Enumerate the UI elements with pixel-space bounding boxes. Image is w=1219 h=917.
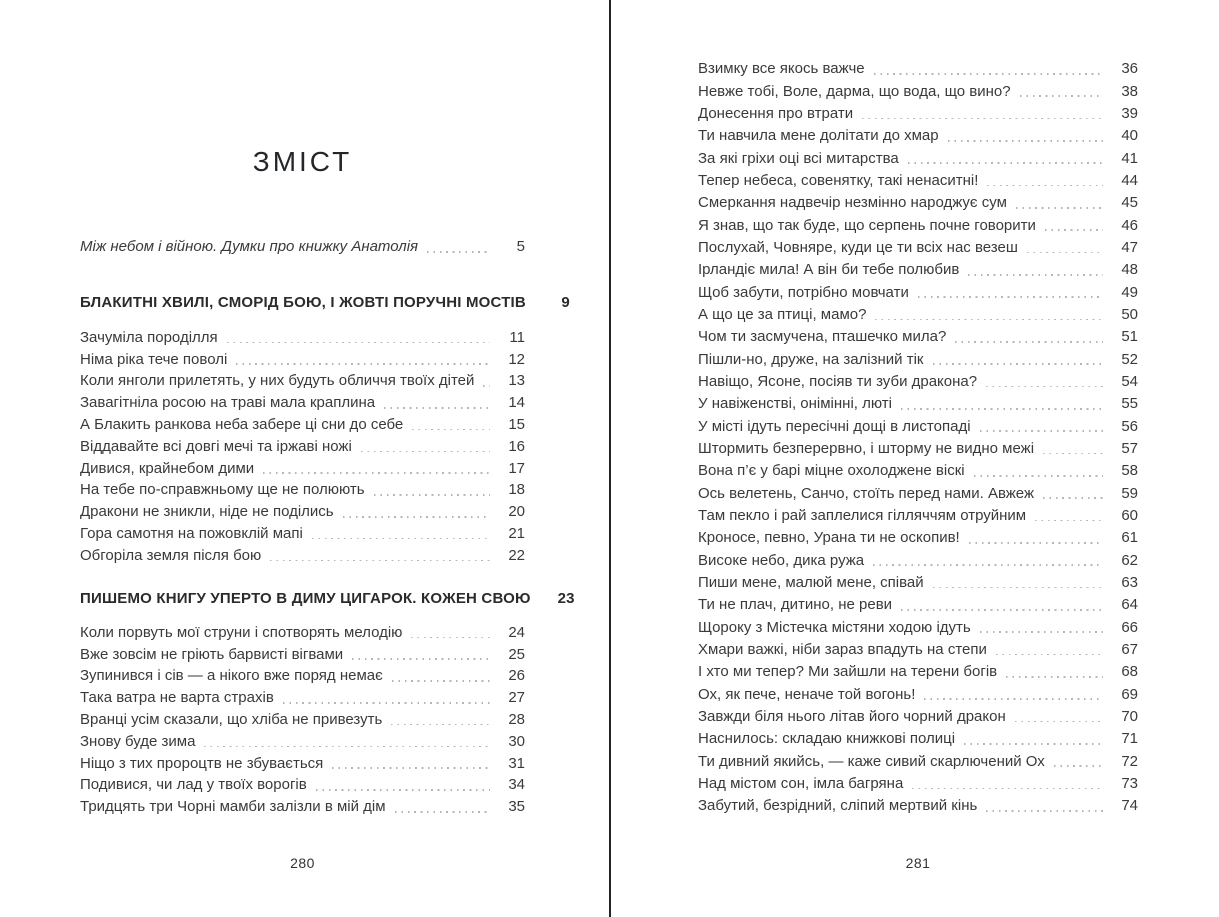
toc-entry-page: 13 (508, 372, 525, 390)
dot-leader (1027, 252, 1103, 254)
toc-entry-page: 56 (1121, 417, 1138, 435)
toc-preface-page: 5 (516, 238, 525, 255)
toc-entry-page: 71 (1121, 730, 1138, 748)
toc-entry-page: 72 (1121, 752, 1138, 770)
dot-leader (996, 654, 1103, 656)
toc-entry-row (698, 190, 1138, 212)
toc-preface-row (80, 234, 525, 256)
dot-leader (974, 475, 1103, 477)
toc-entry-row (80, 347, 525, 369)
dot-leader (901, 408, 1103, 410)
dot-leader (912, 788, 1103, 790)
toc-entry-page: 74 (1121, 797, 1138, 815)
toc-entry-title: Коли порвуть мої струни і спотворять мелодію (80, 623, 403, 641)
toc-entry-title: Навіщо, Ясоне, посіяв ти зуби дракона? (698, 372, 978, 390)
toc-entry-page: 58 (1121, 462, 1138, 480)
book-page-right (698, 0, 1138, 917)
toc-entry-page: 50 (1121, 305, 1138, 323)
dot-leader (955, 341, 1103, 343)
toc-entry-row (698, 793, 1138, 815)
toc-entry-title: Завагітніла росою на траві мала краплина (80, 394, 376, 412)
toc-entry-page: 70 (1121, 707, 1138, 725)
dot-leader (968, 274, 1103, 276)
toc-entry-title: Взимку все якось важче (698, 60, 865, 78)
toc-entry-row (80, 620, 525, 642)
dot-leader (316, 789, 490, 791)
toc-entry-title: Я знав, що так буде, що серпень почне говорити (698, 216, 1036, 234)
dot-leader (933, 587, 1103, 589)
toc-entry-page: 49 (1121, 283, 1138, 301)
toc-entry-title: І хто ми тепер? Ми зайшли на терени богів (698, 663, 998, 681)
toc-entry-row (698, 101, 1138, 123)
dot-leader (270, 560, 490, 562)
toc-entry-row (80, 642, 525, 664)
toc-entry-page: 73 (1121, 774, 1138, 792)
toc-entry-title: Ох, як пече, неначе той вогонь! (698, 685, 916, 703)
toc-entry-page: 61 (1121, 529, 1138, 547)
toc-entry-row (80, 751, 525, 773)
toc-entry-page: 38 (1121, 82, 1138, 100)
dot-leader (392, 680, 490, 682)
toc-entry-row (698, 681, 1138, 703)
toc-entry-title: Дивися, крайнебом дими (80, 459, 255, 477)
toc-entry-page: 57 (1121, 439, 1138, 457)
toc-entry-page: 35 (508, 798, 525, 816)
toc-section-heading-page: 9 (561, 294, 570, 311)
toc-entry-page: 30 (508, 732, 525, 750)
toc-entry-title: Обгоріла земля після бою (80, 546, 262, 564)
toc-entry-title: Високе небо, дика ружа (698, 551, 865, 569)
toc-entry-title: Штормить безперервно, і шторму не видно межі (698, 439, 1035, 457)
toc-entry-title: Ось велетень, Санчо, стоїть перед нами. Авжеж (698, 484, 1034, 502)
dot-leader (236, 363, 490, 365)
dot-leader (343, 516, 490, 518)
dot-leader (1054, 765, 1103, 767)
toc-entry-title: Щороку з Містечка містяни ходою ідуть (698, 618, 971, 636)
toc-entry-row (698, 570, 1138, 592)
toc-entry-row (698, 78, 1138, 100)
toc-entry-row (698, 257, 1138, 279)
dot-leader (384, 407, 490, 409)
toc-entry-title: Вже зовсім не гріють барвисті вігвами (80, 645, 344, 663)
toc-entry-title: Вона п’є у барі міцне охолоджене віскі (698, 462, 965, 480)
toc-entry-title: Німа ріка тече поволі (80, 350, 228, 368)
toc-entry-row (80, 543, 525, 565)
toc-entry-row (80, 412, 525, 434)
toc-entry-row (80, 773, 525, 795)
toc-entry-row (698, 369, 1138, 391)
toc-entry-title: Подивися, чи лад у твоїх ворогів (80, 776, 307, 794)
toc-entry-row (80, 729, 525, 751)
toc-entry-row (698, 436, 1138, 458)
toc-entry-page: 31 (508, 754, 525, 772)
toc-entry-title: Там пекло і рай заплелися гілляччям отруйним (698, 506, 1027, 524)
toc-preface-title: Між небом і війною. Думки про книжку Анатолія (80, 238, 419, 255)
toc-entry-row (698, 168, 1138, 190)
toc-entry-title: Ти не плач, дитино, не реви (698, 596, 893, 614)
toc-entry-row (80, 794, 525, 816)
dot-leader (411, 637, 490, 639)
book-page-left (80, 0, 575, 917)
dot-leader (980, 631, 1103, 633)
dot-leader (918, 296, 1103, 298)
dot-leader (1016, 207, 1103, 209)
toc-entry-title: Чом ти засмучена, пташечко мила? (698, 328, 947, 346)
toc-entry-title: Ірландіє мила! А він би тебе полюбив (698, 261, 960, 279)
toc-entry-list-2 (80, 620, 525, 816)
toc-entry-title: Над містом сон, імла багряна (698, 774, 904, 792)
toc-entry-row (698, 525, 1138, 547)
toc-entry-title: Така ватра не варта страхів (80, 689, 274, 707)
dot-leader (1043, 497, 1103, 499)
toc-entry-page: 54 (1121, 372, 1138, 390)
toc-entry-title: Невже тобі, Воле, дарма, що вода, що вино? (698, 82, 1011, 100)
toc-entry-page: 15 (508, 415, 525, 433)
toc-entry-row (80, 325, 525, 347)
toc-entry-page: 46 (1121, 216, 1138, 234)
toc-entry-title: Зачуміла породілля (80, 328, 218, 346)
toc-entry-row (80, 707, 525, 729)
dot-leader (1035, 520, 1103, 522)
toc-entry-row (698, 302, 1138, 324)
dot-leader (862, 118, 1103, 120)
toc-entry-page: 69 (1121, 685, 1138, 703)
toc-entry-page: 41 (1121, 149, 1138, 167)
dot-leader (1020, 95, 1103, 97)
toc-section-heading-title: БЛАКИТНІ ХВИЛІ, СМОРІД БОЮ, І ЖОВТІ ПОРУЧНІ МОСТІВ (80, 294, 526, 311)
dot-leader (964, 743, 1103, 745)
toc-entry-row (80, 369, 525, 391)
toc-entry-row (80, 685, 525, 707)
toc-entry-row (698, 748, 1138, 770)
toc-entry-page: 24 (508, 623, 525, 641)
toc-entry-row (698, 614, 1138, 636)
toc-entry-page: 20 (508, 503, 525, 521)
toc-entry-title: Завжди біля нього літав його чорний дракон (698, 707, 1006, 725)
toc-entry-row (698, 56, 1138, 78)
toc-entry-page: 39 (1121, 104, 1138, 122)
toc-entry-page: 21 (508, 524, 525, 542)
dot-leader (204, 746, 490, 748)
toc-entry-title: Донесення про втрати (698, 104, 854, 122)
toc-entry-row (80, 499, 525, 521)
toc-entry-title: Знову буде зима (80, 732, 196, 750)
toc-entry-row (698, 212, 1138, 234)
toc-entry-row (698, 547, 1138, 569)
toc-entry-page: 40 (1121, 127, 1138, 145)
toc-entry-row (80, 521, 525, 543)
dot-leader (227, 342, 490, 344)
toc-entry-title: Пішли-но, друже, на залізний тік (698, 350, 924, 368)
dot-leader (374, 494, 490, 496)
toc-entry-row (698, 324, 1138, 346)
dot-leader (1043, 453, 1103, 455)
toc-entry-page: 47 (1121, 238, 1138, 256)
toc-entry-title: У навіженстві, онімінні, люті (698, 395, 893, 413)
toc-entry-title: Віддавайте всі довгі мечі та іржаві ножі (80, 437, 352, 455)
toc-entry-page: 66 (1121, 618, 1138, 636)
toc-entry-title: Смеркання надвечір незмінно народжує сум (698, 194, 1007, 212)
toc-entry-title: Кроносе, певно, Урана ти не оскопив! (698, 529, 960, 547)
dot-leader (1045, 229, 1103, 231)
toc-entry-page: 28 (508, 710, 525, 728)
toc-entry-page: 51 (1121, 328, 1138, 346)
dot-leader (412, 429, 490, 431)
toc-entry-title: На тебе по-справжньому ще не полюють (80, 481, 365, 499)
toc-entry-title: А що це за птиці, мамо? (698, 305, 867, 323)
toc-section-heading-title: ПИШЕМО КНИГУ УПЕРТО В ДИМУ ЦИГАРОК. КОЖЕН СВОЮ (80, 590, 531, 607)
toc-entry-row (80, 664, 525, 686)
toc-entry-page: 44 (1121, 171, 1138, 189)
toc-entry-row (698, 235, 1138, 257)
toc-entry-page: 63 (1121, 573, 1138, 591)
toc-entry-row (698, 771, 1138, 793)
dot-leader (427, 251, 490, 253)
toc-entry-row (698, 458, 1138, 480)
toc-entry-page: 14 (508, 394, 525, 412)
dot-leader (948, 140, 1103, 142)
toc-entry-row (698, 346, 1138, 368)
dot-leader (1015, 721, 1103, 723)
toc-entry-page: 60 (1121, 506, 1138, 524)
toc-entry-page: 27 (508, 689, 525, 707)
dot-leader (980, 430, 1103, 432)
dot-leader (283, 702, 490, 704)
toc-entry-list-3 (698, 56, 1138, 815)
toc-entry-page: 18 (508, 481, 525, 499)
dot-leader (263, 472, 490, 474)
toc-entry-title: За які гріхи оці всі митарства (698, 149, 899, 167)
toc-entry-title: Пиши мене, малюй мене, співай (698, 573, 924, 591)
toc-title: ЗМІСТ (252, 146, 353, 177)
toc-entry-page: 55 (1121, 395, 1138, 413)
dot-leader (933, 363, 1104, 365)
toc-section-heading-2 (80, 586, 575, 608)
toc-entry-title: Забутий, безрідний, сліпий мертвий кінь (698, 797, 978, 815)
toc-entry-page: 52 (1121, 350, 1138, 368)
toc-entry-row (698, 592, 1138, 614)
dot-leader (874, 73, 1103, 75)
dot-leader (969, 542, 1103, 544)
dot-leader (391, 724, 490, 726)
toc-entry-list-1 (80, 325, 525, 565)
toc-entry-page: 68 (1121, 663, 1138, 681)
dot-leader (901, 609, 1103, 611)
toc-entry-title: Ніщо з тих пророцтв не збувається (80, 754, 324, 772)
dot-leader (352, 658, 490, 660)
dot-leader (873, 564, 1103, 566)
dot-leader (908, 162, 1103, 164)
toc-entry-title: Вранці усім сказали, що хліба не привезуть (80, 710, 383, 728)
toc-entry-page: 17 (508, 459, 525, 477)
toc-entry-title: Гора самотня на пожовклій мапі (80, 524, 303, 542)
toc-entry-title: Послухай, Човняре, куди це ти всіх нас везеш (698, 238, 1018, 256)
toc-entry-page: 26 (508, 667, 525, 685)
toc-entry-row (80, 456, 525, 478)
dot-leader (875, 319, 1103, 321)
toc-entry-title: Тридцять три Чорні мамби залізли в мій дім (80, 798, 386, 816)
dot-leader (361, 451, 490, 453)
toc-entry-row (80, 390, 525, 412)
toc-entry-row (698, 123, 1138, 145)
toc-entry-title: Коли янголи прилетять, у них будуть обличчя твоїх дітей (80, 372, 475, 390)
toc-entry-row (80, 478, 525, 500)
toc-entry-title: Ти навчила мене долітати до хмар (698, 127, 939, 145)
toc-entry-page: 59 (1121, 484, 1138, 502)
toc-entry-row (698, 659, 1138, 681)
toc-entry-page: 67 (1121, 640, 1138, 658)
toc-entry-title: Щоб забути, потрібно мовчати (698, 283, 909, 301)
dot-leader (986, 810, 1103, 812)
toc-entry-title: Тепер небеса, совенятку, такі ненаситні! (698, 171, 979, 189)
toc-entry-page: 11 (509, 328, 525, 346)
toc-entry-page: 36 (1121, 60, 1138, 78)
toc-entry-title: Дракони не зникли, ніде не поділись (80, 503, 334, 521)
toc-entry-page: 34 (508, 776, 525, 794)
dot-leader (1006, 676, 1103, 678)
toc-entry-page: 45 (1121, 194, 1138, 212)
toc-entry-title: Ти дивний якийсь, — каже сивий скарлючений Ох (698, 752, 1045, 770)
toc-entry-page: 25 (508, 645, 525, 663)
toc-entry-row (698, 704, 1138, 726)
toc-section-heading-1 (80, 290, 570, 312)
dot-leader (924, 698, 1103, 700)
toc-entry-row (698, 413, 1138, 435)
toc-entry-page: 62 (1121, 551, 1138, 569)
toc-entry-row (698, 145, 1138, 167)
dot-leader (483, 385, 490, 387)
dot-leader (395, 811, 490, 813)
toc-entry-row (80, 434, 525, 456)
dot-leader (312, 538, 490, 540)
toc-entry-row (698, 637, 1138, 659)
toc-section-heading-page: 23 (557, 590, 575, 607)
toc-entry-row (698, 391, 1138, 413)
toc-entry-page: 48 (1121, 261, 1138, 279)
toc-entry-title: Хмари важкі, ніби зараз впадуть на степи (698, 640, 987, 658)
toc-entry-row (698, 480, 1138, 502)
dot-leader (332, 767, 490, 769)
dot-leader (987, 185, 1103, 187)
toc-entry-row (698, 726, 1138, 748)
folio-left: 280 (290, 855, 315, 871)
toc-entry-page: 16 (508, 437, 525, 455)
toc-entry-row (698, 503, 1138, 525)
toc-entry-page: 12 (508, 350, 525, 368)
toc-entry-row (698, 279, 1138, 301)
toc-entry-page: 64 (1121, 596, 1138, 614)
page-gutter-divider (609, 0, 611, 917)
toc-entry-page: 22 (508, 546, 525, 564)
folio-right: 281 (905, 855, 931, 871)
toc-entry-title: А Блакить ранкова неба забере ці сни до себе (80, 415, 404, 433)
toc-entry-title: У місті ідуть пересічні дощі в листопаді (698, 417, 971, 435)
toc-entry-title: Зупинився і сів — а нікого вже поряд немає (80, 667, 383, 685)
dot-leader (986, 386, 1103, 388)
toc-entry-title: Наснилось: складаю книжкові полиці (698, 730, 956, 748)
